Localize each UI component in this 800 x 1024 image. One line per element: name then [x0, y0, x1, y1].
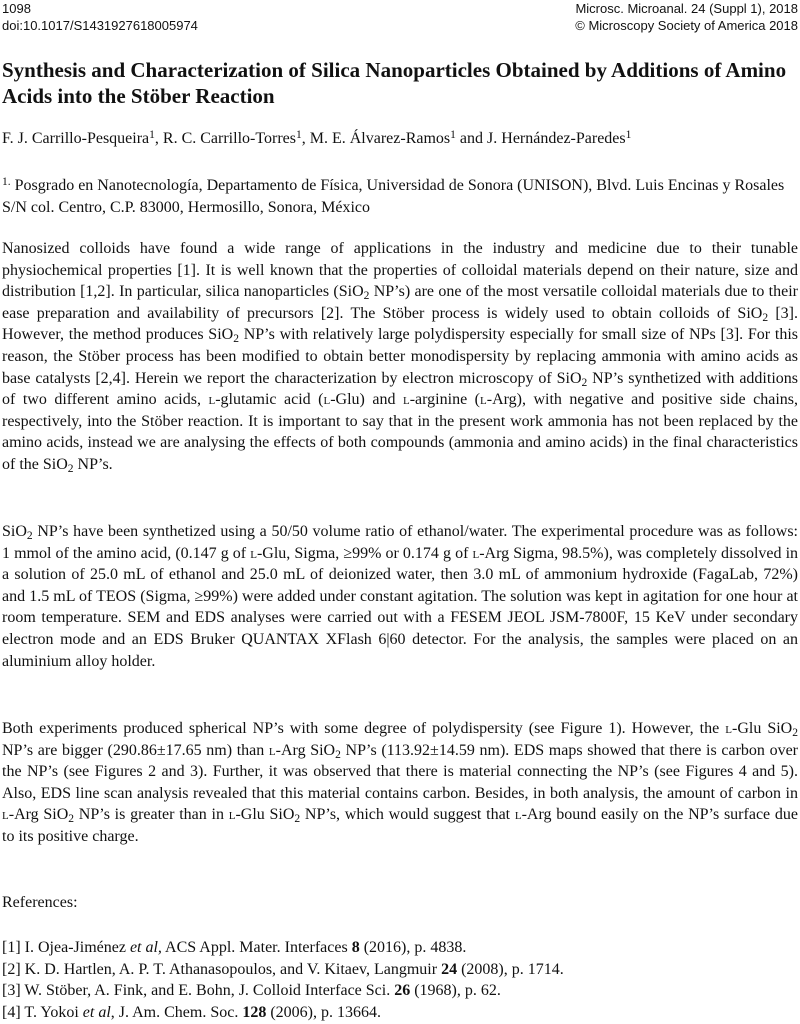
- paragraph-results: Both experiments produced spherical NP’s with some degree of polydispersity (see Figure 1). However, the l-Glu SiO$_2$ NP’s are bigger (290.86±17.65 nm) than l-Arg SiO$_2$ NP’s (113.92±14.59 nm). EDS maps showed that there is carbon over the NP’s (see Figures 2 and 3). Further, it was observed that there is material connecting the NP’s (see Figures 4 and 5). Also, EDS line scan analysis revealed that this material contains carbon. Besides, in both analysis, the amount of carbon in l-Arg SiO$_2$ NP’s is greater than in l-Glu SiO$_2$ NP’s, which would suggest that l-Arg bound easily on the NP’s surface due to its positive charge.: [2, 720, 798, 845]
- paragraph-methods: SiO$_2$ NP’s have been synthetized using a 50/50 volume ratio of ethanol/water. The experimental procedure was as follows: 1 mmol of the amino acid, (0.147 g of l-Glu, Sigma, ≥99% or 0.174 g of l-Arg Sigma, 98.5%), was completely dissolved in a solution of 25.0 mL of ethanol and 25.0 mL of deionized water, then 3.0 mL of ammonium hydroxide (FagaLab, 72%) and 1.5 mL of TEOS (Sigma, ≥99%) were added under constant agitation. The solution was kept in agitation for one hour at room temperature. SEM and EDS analyses were carried out with a FESEM JEOL JSM-7800F, 15 KeV under secondary electron mode and an EDS Bruker QUANTAX XFlash 6|60 detector. For the analysis, the samples were placed on an aluminium alloy holder.: [2, 523, 799, 670]
- affiliation: $^{1.}$ Posgrado en Nanotecnología, Departamento de Física, Universidad de Sonora (UNISON), Blvd. Luis Encinas y Rosales S/N col. Centro, C.P. 83000, Hermosillo, Sonora, México: [2, 175, 785, 216]
- affiliation-marker: 1: [149, 128, 155, 141]
- reference-item: [2] K. D. Hartlen, A. P. T. Athanasopoulos, and V. Kitaev, Langmuir 24 (2008), p. 1714.: [2, 960, 564, 978]
- affiliation-marker: 1: [450, 128, 456, 141]
- copyright: © Microscopy Society of America 2018: [575, 18, 798, 33]
- author: J. Hernández-Paredes$^1$: [487, 128, 632, 147]
- doi: doi:10.1017/S1431927618005974: [2, 18, 198, 33]
- references-heading: References:: [2, 894, 78, 911]
- affiliation-marker: 1.: [2, 175, 11, 188]
- author: M. E. Álvarez-Ramos$^1$ and: [309, 128, 488, 147]
- paragraph-intro: Nanosized colloids have found a wide range of applications in the industry and medicine due to their tunable physiochemical properties [1]. It is well known that the properties of colloidal materials depend on their nature, size and distribution [1,2]. In particular, silica nanoparticles (SiO$_2$ NP’s) are one of the most versatile colloidal materials due to their ease preparation and availability of precursors [2]. The Stöber process is widely used to obtain colloids of SiO$_2$ [3]. However, the method produces SiO$_2$ NP’s with relatively large polydispersity especially for small size of NPs [3]. For this reason, the Stöber process has been modified to obtain better monodispersity by replacing ammonia with amino acids as base catalysts [2,4]. Herein we report the characterization by electron microscopy of SiO$_2$ NP’s synthetized with additions of two different amino acids, l-glutamic acid (l-Glu) and l-arginine (l-Arg), with negative and positive side chains, respectively, into the Stöber reaction. It is important to say that in the present work ammonia has not been replaced by the amino acids, instead we are analysing the effects of both compounds (ammonia and amino acids) in the final characteristics of the SiO$_2$ NP’s.: [2, 240, 799, 475]
- reference-item: [1] I. Ojea-Jiménez et al, ACS Appl. Mater. Interfaces 8 (2016), p. 4838.: [2, 939, 467, 956]
- reference-item: [4] T. Yokoi et al, J. Am. Chem. Soc. 128 (2006), p. 13664.: [2, 1004, 381, 1022]
- article-title: Synthesis and Characterization of Silica Nanoparticles Obtained by Additions of Amino Acids into the Stöber Reaction: [2, 58, 787, 108]
- reference-item: [3] W. Stöber, A. Fink, and E. Bohn, J. Colloid Interface Sci. 26 (1968), p. 62.: [2, 982, 501, 1000]
- author: F. J. Carrillo-Pesqueira$^1$,: [2, 128, 163, 147]
- affiliation-marker: 1: [295, 128, 302, 141]
- page-number: 1098: [2, 1, 31, 16]
- author-list: [2, 129, 798, 149]
- author: R. C. Carrillo-Torres$^1$,: [162, 128, 310, 147]
- affiliation-marker: 1: [625, 128, 632, 141]
- reference-list: [2, 937, 798, 1024]
- journal-citation: Microsc. Microanal. 24 (Suppl 1), 2018: [575, 1, 798, 16]
